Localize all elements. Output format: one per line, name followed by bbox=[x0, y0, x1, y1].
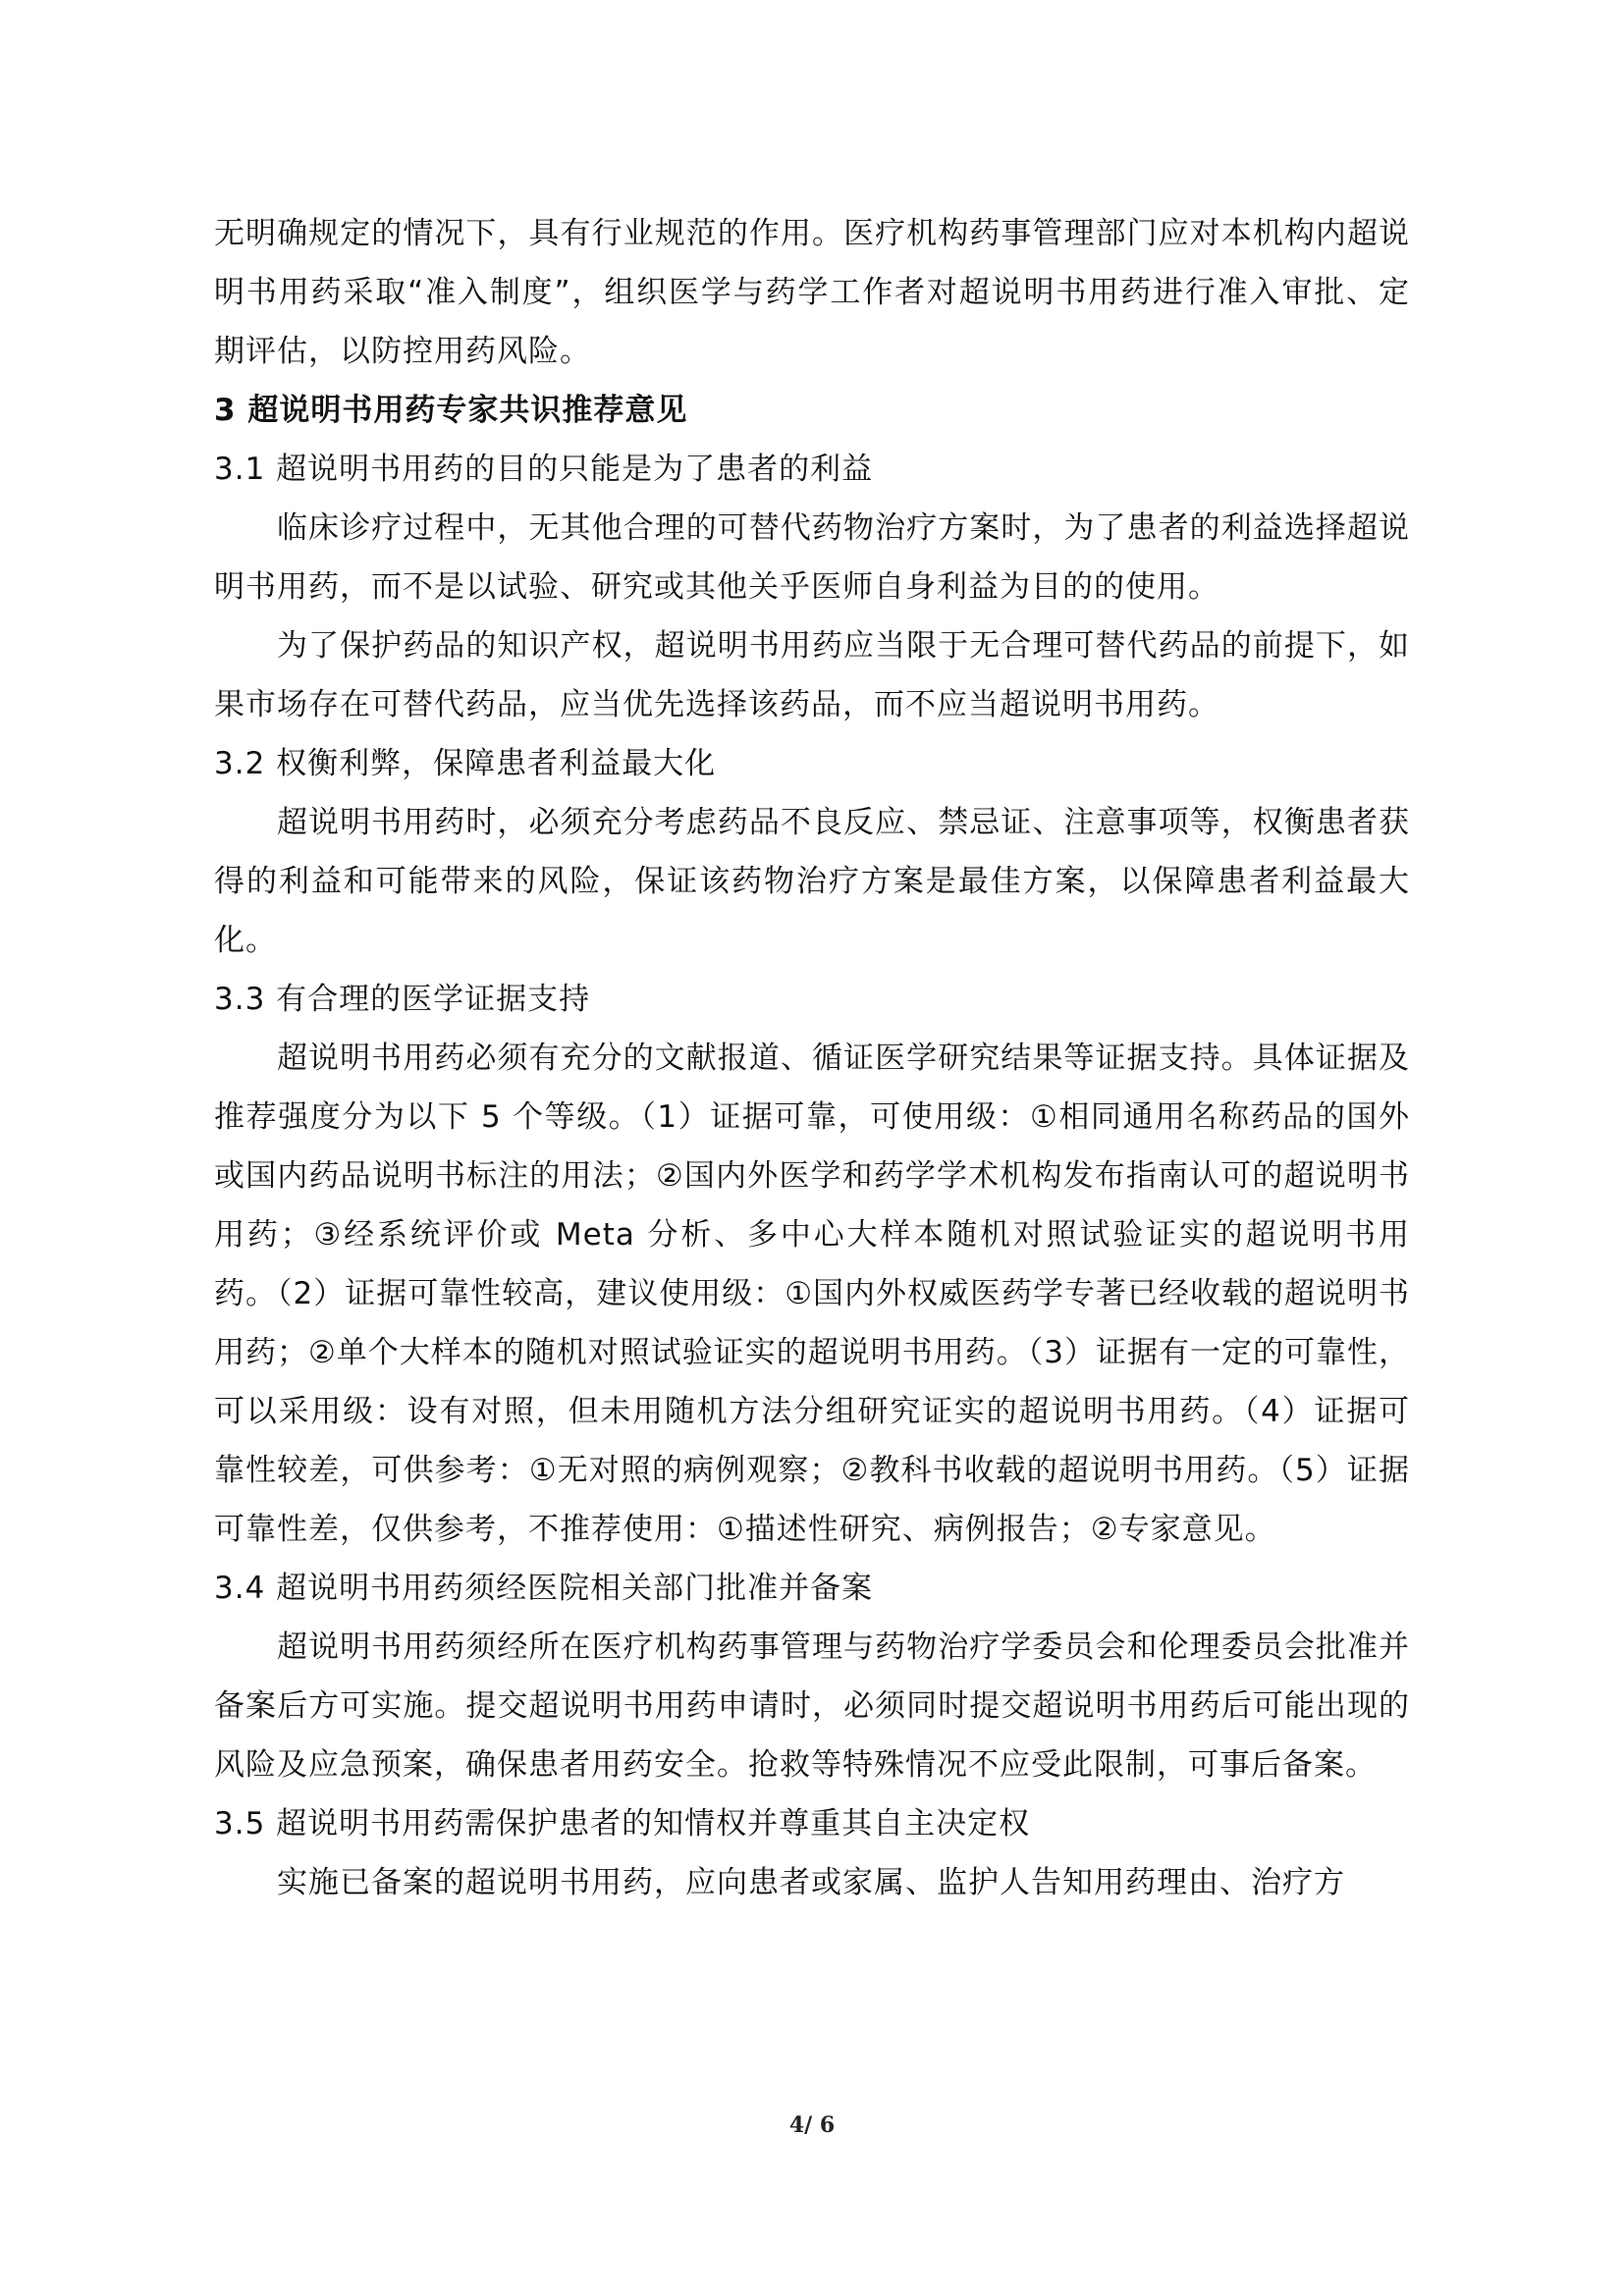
subsection-heading-3-2: 3.2 权衡利弊，保障患者利益最大化 bbox=[214, 746, 717, 781]
subsection-heading-3-3: 3.3 有合理的医学证据支持 bbox=[214, 982, 591, 1017]
subsection-heading-3-4: 3.4 超说明书用药须经医院相关部门批准并备案 bbox=[214, 1571, 874, 1606]
document-body bbox=[214, 204, 1410, 1912]
subsection-heading-3-5: 3.5 超说明书用药需保护患者的知情权并尊重其自主决定权 bbox=[214, 1806, 1031, 1842]
paragraph-3-2: 超说明书用药时，必须充分考虑药品不良反应、禁忌证、注意事项等，权衡患者获得的利益和可能带来的风险，保证该药物治疗方案是最佳方案，以保障患者利益最大化。 bbox=[214, 805, 1410, 958]
section-heading-3: 3 超说明书用药专家共识推荐意见 bbox=[214, 393, 688, 428]
page-number: 4/ 6 bbox=[788, 2112, 836, 2138]
paragraph-3-1-b: 为了保护药品的知识产权，超说明书用药应当限于无合理可替代药品的前提下，如果市场存在可替代药品，应当优先选择该药品，而不应当超说明书用药。 bbox=[214, 628, 1410, 722]
paragraph-3-3: 超说明书用药必须有充分的文献报道、循证医学研究结果等证据支持。具体证据及推荐强度分为以下 5 个等级。（1）证据可靠，可使用级：①相同通用名称药品的国外或国内药品说明书标注的用法；②国内外医学和药学学术机构发布指南认可的超说明书用药；③经系统评价或 Meta 分析、多中心大样本随机对照试验证实的超说明书用药。（2）证据可靠性较高，建议使用级：①国内外权威医药学专著已经收载的超说明书用药；②单个大样本的随机对照试验证实的超说明书用药。（3）证据有一定的可靠性，可以采用级：设有对照，但未用随机方法分组研究证实的超说明书用药。（4）证据可靠性较差，可供参考：①无对照的病例观察；②教科书收载的超说明书用药。（5）证据可靠性差，仅供参考，不推荐使用：①描述性研究、病例报告；②专家意见。 bbox=[214, 1041, 1411, 1547]
paragraph-3-4: 超说明书用药须经所在医疗机构药事管理与药物治疗学委员会和伦理委员会批准并备案后方可实施。提交超说明书用药申请时，必须同时提交超说明书用药后可能出现的风险及应急预案，确保患者用药安全。抢救等特殊情况不应受此限制，可事后备案。 bbox=[214, 1629, 1410, 1783]
paragraph-3-1-a: 临床诊疗过程中，无其他合理的可替代药物治疗方案时，为了患者的利益选择超说明书用药，而不是以试验、研究或其他关乎医师自身利益为目的的使用。 bbox=[214, 510, 1410, 605]
subsection-heading-3-1: 3.1 超说明书用药的目的只能是为了患者的利益 bbox=[214, 452, 874, 487]
paragraph-intro-continued: 无明确规定的情况下，具有行业规范的作用。医疗机构药事管理部门应对本机构内超说明书用药采取“准入制度”，组织医学与药学工作者对超说明书用药进行准入审批、定期评估，以防控用药风险。 bbox=[214, 216, 1410, 369]
paragraph-3-5: 实施已备案的超说明书用药，应向患者或家属、监护人告知用药理由、治疗方 bbox=[277, 1865, 1345, 1900]
